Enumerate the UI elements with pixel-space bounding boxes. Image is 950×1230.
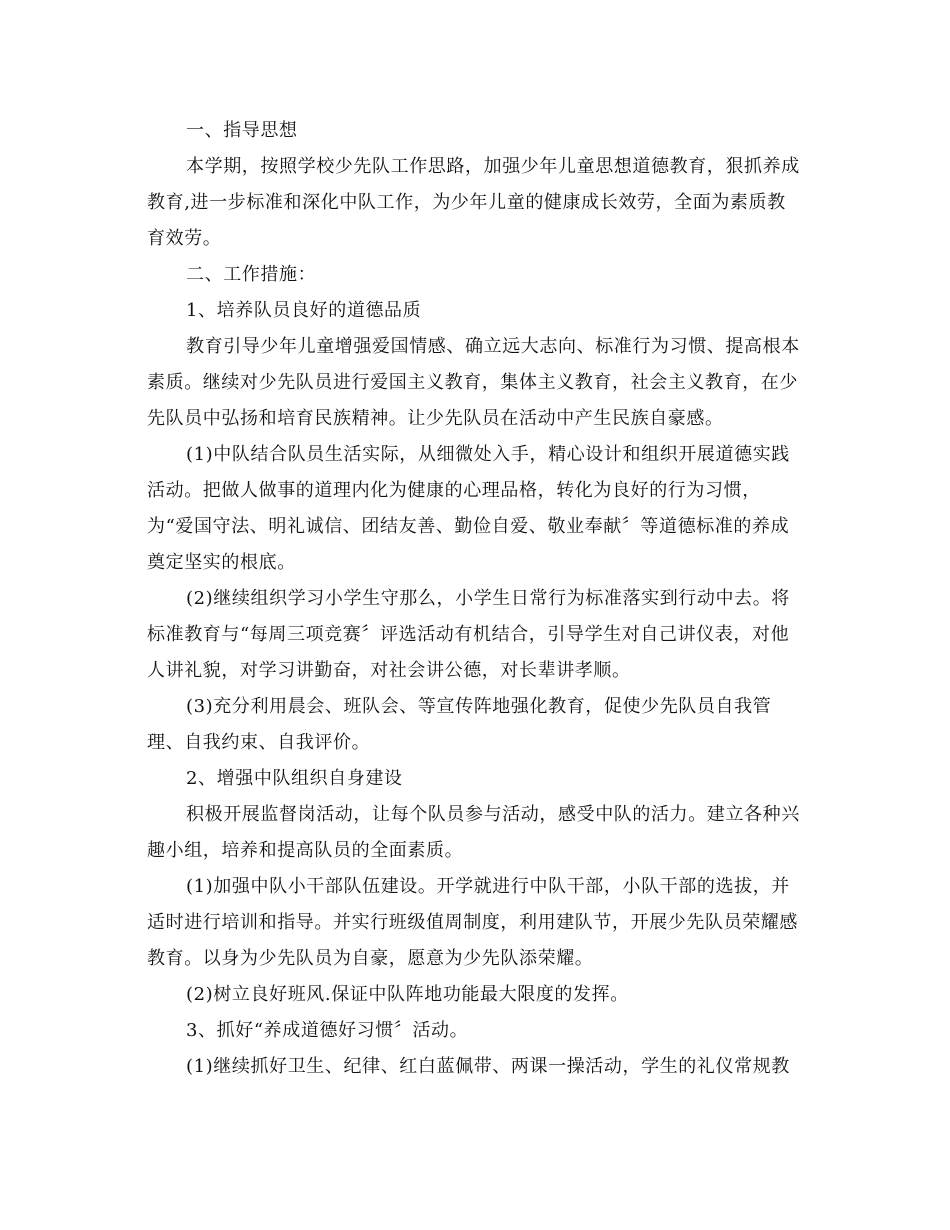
paragraph-line: (3)充分利用晨会、班队会、等宣传阵地强化教育，促使少先队员自我管 — [186, 696, 772, 717]
paragraph-line: 理、自我约束、自我评价。 — [147, 732, 371, 753]
paragraph-line: 适时进行培训和指导。并实行班级值周制度，利用建队节，开展少先队员荣耀感 — [147, 912, 798, 933]
section-heading-guiding-ideology: 一、指导思想 — [186, 120, 298, 141]
subsection-heading-3: 3、抓好“养成道德好习惯〞活动。 — [186, 1020, 469, 1041]
section-heading-measures: 二、工作措施： — [186, 264, 317, 285]
paragraph-line: 育效劳。 — [147, 228, 222, 249]
paragraph-line: (1)继续抓好卫生、纪律、红白蓝佩带、两课一操活动，学生的礼仪常规教 — [186, 1056, 790, 1077]
paragraph-line: (2)继续组织学习小学生守那么，小学生日常行为标准落实到行动中去。将 — [186, 588, 790, 609]
paragraph-line: 趣小组，培养和提高队员的全面素质。 — [147, 840, 464, 861]
subsection-heading-1: 1、培养队员良好的道德品质 — [186, 300, 422, 321]
paragraph-line: 素质。继续对少先队员进行爱国主义教育，集体主义教育，社会主义教育，在少 — [147, 372, 798, 393]
paragraph-line: 教育,进一步标准和深化中队工作，为少年儿童的健康成长效劳，全面为素质教 — [147, 192, 786, 213]
paragraph-line: 人讲礼貌，对学习讲勤奋，对社会讲公德，对长辈讲孝顺。 — [147, 660, 631, 681]
paragraph-line: 教育引导少年儿童增强爱国情感、确立远大志向、标准行为习惯、提高根本 — [186, 336, 800, 357]
paragraph-line: (2)树立良好班风.保证中队阵地功能最大限度的发挥。 — [186, 984, 629, 1005]
paragraph-line: 教育。以身为少先队员为自豪，愿意为少先队添荣耀。 — [147, 948, 594, 969]
paragraph-line: 活动。把做人做事的道理内化为健康的心理品格，转化为良好的行为习惯， — [147, 480, 761, 501]
paragraph-line: 积极开展监督岗活动，让每个队员参与活动，感受中队的活力。建立各种兴 — [186, 804, 800, 825]
paragraph-line: (1)中队结合队员生活实际，从细微处入手，精心设计和组织开展道德实践 — [186, 444, 790, 465]
paragraph-line: 先队员中弘扬和培育民族精神。让少先队员在活动中产生民族自豪感。 — [147, 408, 724, 429]
paragraph-line: 本学期，按照学校少先队工作思路，加强少年儿童思想道德教育，狠抓养成 — [186, 156, 800, 177]
paragraph-line: 为“爱国守法、明礼诚信、团结友善、勤俭自爱、敬业奉献〞等道德标准的养成 — [147, 516, 790, 537]
paragraph-line: 标准教育与“每周三项竞赛〞评选活动有机结合，引导学生对自己讲仪表，对他 — [147, 624, 790, 645]
paragraph-line: 奠定坚实的根底。 — [147, 552, 296, 573]
paragraph-line: (1)加强中队小干部队伍建设。开学就进行中队干部，小队干部的选拔，并 — [186, 876, 790, 897]
subsection-heading-2: 2、增强中队组织自身建设 — [186, 768, 403, 789]
